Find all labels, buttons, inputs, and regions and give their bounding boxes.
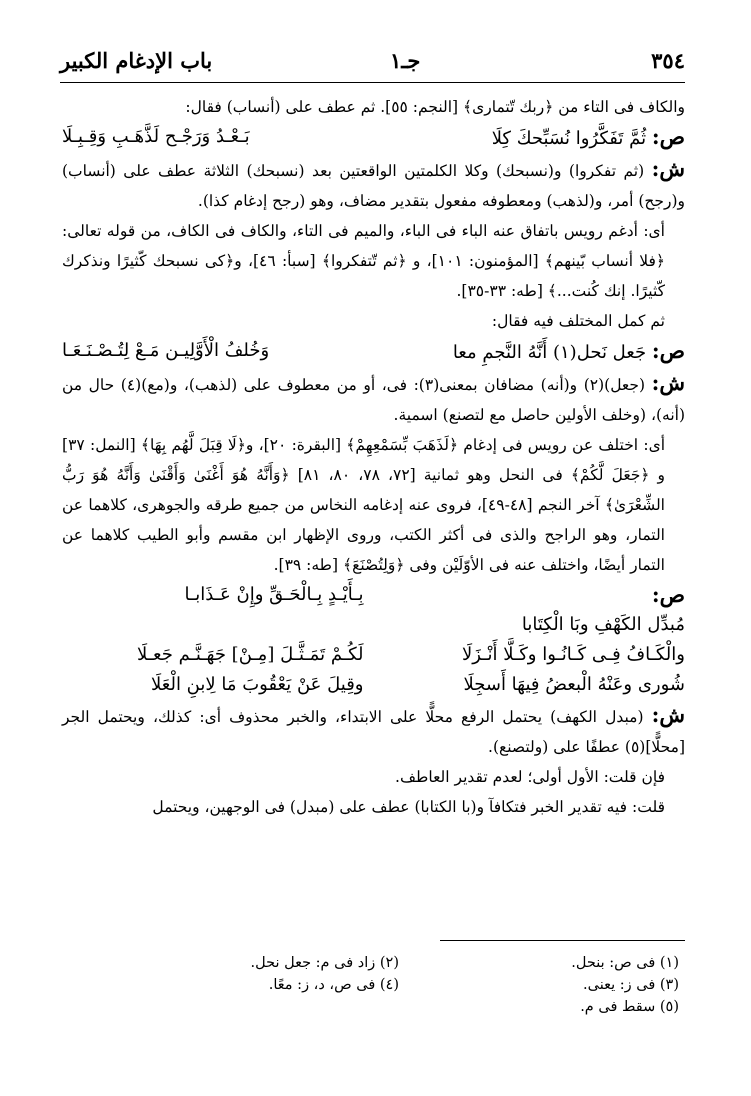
verse-hemistich: وَخُلفُ الْأَوَّلِيـن مَـعْ لِتُـصْـنَـعَـا <box>62 340 270 361</box>
paragraph: فإن قلت: الأول أولى؛ لعدم تقدير العاطف. <box>395 768 665 786</box>
verse-hemistich: ثُمَّ تَفَكَّرُوا نُسَبِّحكَ كِلَا <box>491 128 647 149</box>
chapter-title: باب الإدغام الكبير <box>60 48 213 73</box>
footnote-divider <box>440 940 685 941</box>
page-number: ٣٥٤ <box>651 48 685 73</box>
verse-hemistich: وقِيلَ عَنْ يَعْقُوبَ مَا لِابنِ الْعَلَا <box>151 674 364 695</box>
verse-marker: ص: <box>651 124 685 149</box>
commentary-text: (جعل)(٢) و(أنه) مضافان بمعنى(٣): فى، أو من معطوف على (لذهب)، و(مع)(٤) حال من (أنه)، (وخلف الأولين حاصل مع لتصنع) اسمية. <box>62 376 685 424</box>
commentary-paragraph <box>62 154 685 216</box>
verse-hemistich: بَـعْـدُ وَرَجْـح لَذَّهَـبِ وَقِـبِـلَا <box>62 126 250 147</box>
verse-line <box>62 336 685 368</box>
verse-block <box>62 580 685 700</box>
paragraph: قلت: فيه تقدير الخبر فتكافآ و(با الكتابا) عطف على (مبدل) فى الوجهين، ويحتمل <box>152 798 665 816</box>
commentary-paragraph <box>62 368 685 430</box>
footnotes <box>159 952 679 1018</box>
volume-label: جـ١ <box>390 48 421 73</box>
verse-hemistich: بِـأَيْـدٍ بِـالْحَـقِّ وإِنْ عَـذَابـا <box>184 584 364 605</box>
commentary-marker: ش: <box>651 156 685 181</box>
footnote: (١) فى ص: بنحل. <box>571 955 679 971</box>
verse-hemistich: والْكَـافُ فِـى كَـانُـوا وكَـلَّا أَنْـزَلَا <box>462 644 685 665</box>
paragraph: أى: أدغم رويس باتفاق عنه الباء فى الباء، والميم فى التاء، والكاف فى الكاف، من قوله تعالى: ﴿فلا أنساب بّينهم﴾ [المؤمنون: ١٠١]، و ﴿ثم تّتفكروا﴾ [سبأ: ٤٦]، و﴿كى نسبحك كّثيرًا ونذكرك كّثيرًا. إنك كُنت...﴾ [طه: ٣٣-٣٥]. <box>62 222 666 300</box>
verse-hemistich: شُورى وعَنْهُ الْبعضُ فِيهَا أَسجِلَا <box>463 674 685 695</box>
paragraph: ثم كمل المختلف فيه فقال: <box>491 312 665 330</box>
commentary-text: (ثم تفكروا) و(نسبحك) وكلا الكلمتين الواقعتين بعد (نسبحك) الثلاثة عطف على (أنساب) و(رجح) أمر، و(لذهب) ومعطوفه مفعول بتقدير مضاف، وهو (رجح إدغام كذا). <box>62 162 685 210</box>
verse-line <box>62 122 685 154</box>
verse-hemistich: لَكُـمْ تَمَـثَّـلَ [مِـنْ] جَهَـنَّـم جَعـلَا <box>137 644 364 665</box>
paragraph: والكاف فى التاء من ﴿ربك تّتمارى﴾ [النجم: ٥٥]. ثم عطف على (أنساب) فقال: <box>185 98 685 116</box>
footnote: (٥) سقط فى م. <box>580 999 679 1015</box>
verse-hemistich: جَعل نَحل(١) أَنَّهُ النَّجمِ معا <box>452 342 647 363</box>
commentary-text: (مبدل الكهف) يحتمل الرفع محلًّا على الابتداء، والخبر محذوف أى: كذلك، ويحتمل الجر [محلًّا](٥) عطفًا على (ولتصنع). <box>62 708 685 756</box>
commentary-marker: ش: <box>651 702 685 727</box>
footnote: (٤) فى ص، د، ز: معًا. <box>268 977 399 993</box>
verse-hemistich: مُبدِّل الكَهْفِ وبَا الْكِتَابا <box>521 614 685 635</box>
paragraph: أى: اختلف عن رويس فى إدغام ﴿لَذَهَبَ بِّسَمْعِهِمْ﴾ [البقرة: ٢٠]، و﴿لَا قِبَلَ لَّهُم بِهَا﴾ [النمل: ٣٧] و ﴿جَعَلَ لَّكُمْ﴾ فى النحل وهو ثمانية [٧٢، ٧٨، ٨٠، ٨١] ﴿وَأَنَّهُ هُوَ أَغْنَىٰ وَأَقْنَىٰ وَأَنَّهُ هُوَ رَبُّ الشِّعْرَىٰ﴾ آخر النجم [٤٨-٤٩]، فروى عنه إدغامه النخاس من جميع طرقه والجوهرى، كلاهما عن التمار، وهو الراجح والذى فى أكثر الكتب، وروى الإظهار ابن مقسم وأبو الطيب كلاهما عن التمار أيضًا، واختلف عنه فى الأوّلَيْن وفى ﴿وَلِتُصْنَعَ﴾ [طه: ٣٩]. <box>62 436 666 574</box>
page-header <box>60 40 685 83</box>
footnote: (٣) فى ز: يعنى. <box>583 977 679 993</box>
footnote: (٢) زاد فى م: جعل نحل. <box>250 955 399 971</box>
commentary-paragraph <box>62 700 685 762</box>
commentary-marker: ش: <box>651 370 685 395</box>
page-body <box>62 92 685 822</box>
verse-marker: ص: <box>651 582 685 607</box>
verse-marker: ص: <box>651 338 685 363</box>
